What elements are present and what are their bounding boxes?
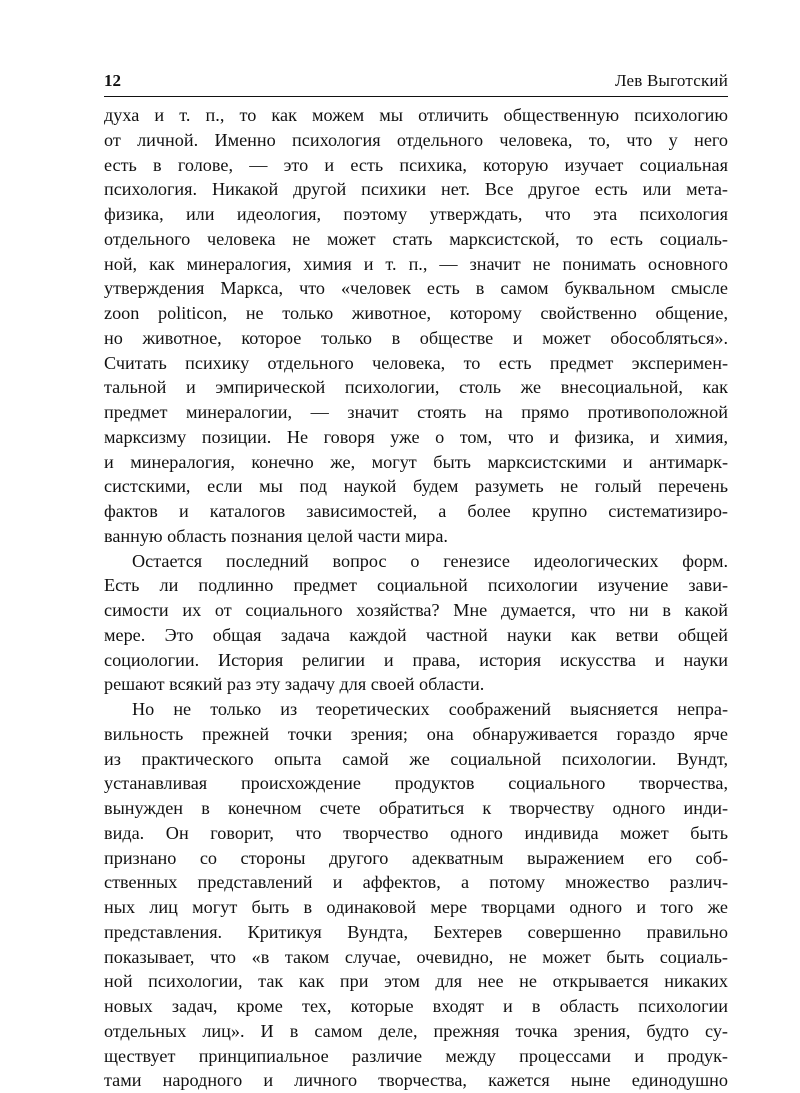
text-line: духа и т. п., то как можем мы отличить общественную психологию <box>104 105 728 125</box>
text-line: и минералогия, конечно же, могут быть марксистскими и антимарк- <box>104 451 728 472</box>
text-line: ной, как минералогия, химия и т. п., — значит не понимать основного <box>104 253 728 274</box>
text-line: новых задач, кроме тех, которые входят и в область психологии <box>104 996 728 1016</box>
text-line: из практического опыта самой же социальной психологии. Вундт, <box>104 748 728 769</box>
running-header <box>104 70 728 97</box>
text-line: ной психологии, так как при этом для нее не открывается никаких <box>104 971 728 992</box>
text-line: но животное, которое только в обществе и может обособляться». <box>104 327 728 348</box>
text-line: ственных представлений и аффектов, а потому множество различ- <box>104 872 728 893</box>
text-line: вынужден в конечном счете обратиться к творчеству одного инди- <box>104 798 728 818</box>
text-line: физика, или идеология, поэтому утверждать, что эта психология <box>104 204 728 224</box>
text-line: устанавливая происхождение продуктов социального творчества, <box>104 773 728 794</box>
text-line: Есть ли подлинно предмет социальной психологии изучение зави- <box>104 575 728 596</box>
text-line: zoon politicon, не только животное, которому свойственно общение, <box>104 303 728 323</box>
paragraph <box>104 103 728 549</box>
text-line: фактов и каталогов зависимостей, а более крупно систематизиро- <box>104 501 728 521</box>
text-line: представления. Критикуя Вундта, Бехтерев совершенно правильно <box>104 921 728 942</box>
text-line: вида. Он говорит, что творчество одного индивида может быть <box>104 822 728 843</box>
paragraph <box>104 549 728 698</box>
text-line: марксизму позиции. Не говоря уже о том, что и физика, и химия, <box>104 426 728 447</box>
text-line: симости их от социального хозяйства? Мне думается, что ни в какой <box>104 600 728 620</box>
text-line: Считать психику отдельного человека, то есть предмет эксперимен- <box>104 352 728 373</box>
text-line: признано со стороны другого адекватным выражением его соб- <box>104 847 728 868</box>
text-line: предмет минералогии, — значит стоять на прямо противоположной <box>104 402 728 422</box>
text-line: психология. Никакой другой психики нет. Все другое есть или мета- <box>104 179 728 200</box>
text-line: систскими, если мы под наукой будем разуметь не голый перечень <box>104 476 728 497</box>
book-page <box>104 70 728 1093</box>
text-line: тальной и эмпирической психологии, столь же внесоциальной, как <box>104 377 728 398</box>
text-line: отдельных лиц». И в самом деле, прежняя точка зрения, будто су- <box>104 1020 728 1041</box>
text-line: ных лиц могут быть в одинаковой мере творцами одного и того же <box>104 897 728 917</box>
running-title: Лев Выготский <box>614 71 728 90</box>
text-line: социологии. История религии и права, история искусства и науки <box>104 649 728 670</box>
text-line: отдельного человека не может стать марксистской, то есть социаль- <box>104 228 728 249</box>
text-line: тами народного и личного творчества, кажется ныне единодушно <box>104 1070 728 1091</box>
page-number: 12 <box>104 71 121 90</box>
text-line: Но не только из теоретических соображений выясняется непра- <box>132 699 728 719</box>
text-line: вильность прежней точки зрения; она обнаруживается гораздо ярче <box>104 723 728 744</box>
text-line: ванную область познания целой части мира. <box>104 525 448 546</box>
text-line: решают всякий раз эту задачу для своей области. <box>104 674 485 695</box>
text-line: мере. Это общая задача каждой частной науки как ветви общей <box>104 624 728 645</box>
text-line: утверждения Маркса, что «человек есть в самом буквальном смысле <box>104 278 728 299</box>
paragraph <box>104 697 728 1093</box>
body-text <box>104 103 728 1093</box>
text-line: есть в голове, — это и есть психика, которую изучает социальная <box>104 154 728 175</box>
text-line: показывает, что «в таком случае, очевидно, не может быть социаль- <box>104 946 728 967</box>
text-line: Остается последний вопрос о генезисе идеологических форм. <box>132 550 728 571</box>
text-line: от личной. Именно психология отдельного человека, то, что у него <box>104 129 728 150</box>
text-line: ществует принципиальное различие между процессами и продук- <box>104 1045 728 1066</box>
